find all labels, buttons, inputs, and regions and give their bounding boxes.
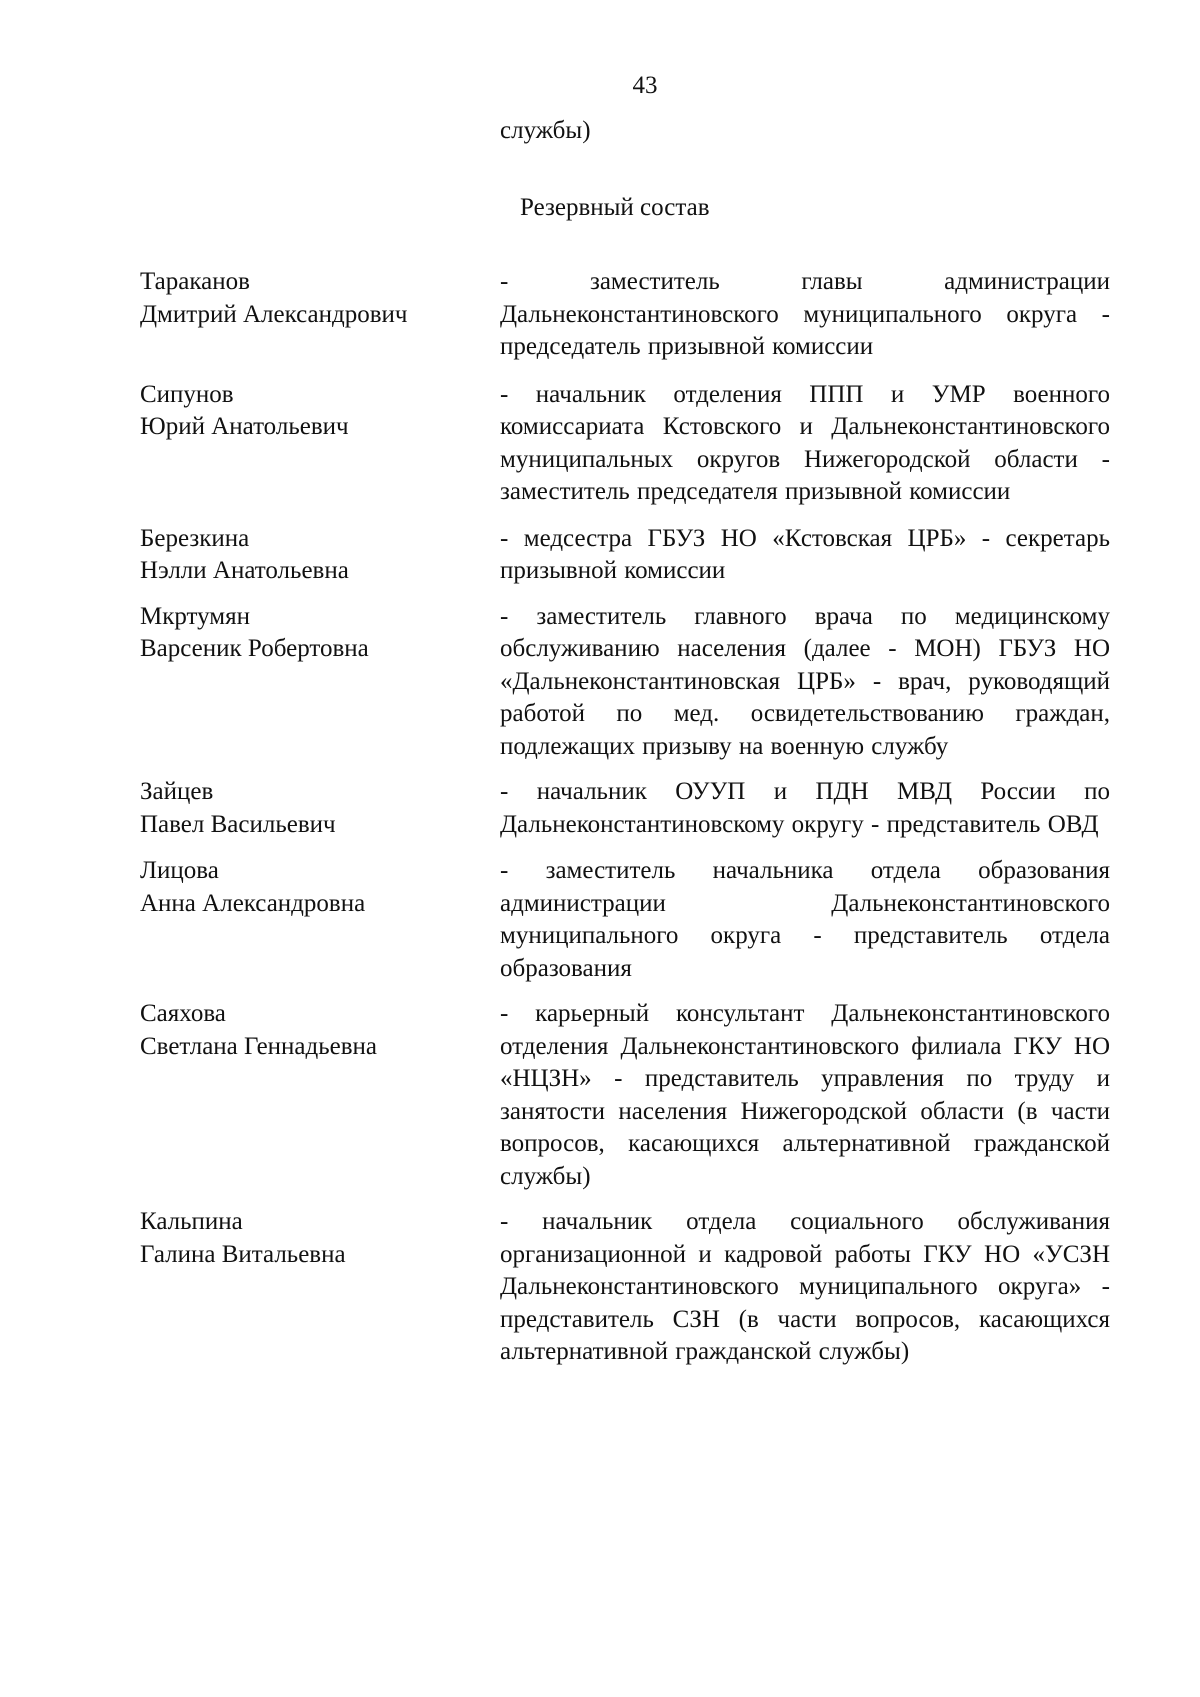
- member-name: [140, 523, 500, 588]
- member-entry: [140, 266, 1110, 364]
- member-name: [140, 1206, 500, 1369]
- member-role: - заместитель главы администрации Дальнеконстантиновского муниципального округа - председатель призывной комиссии: [500, 268, 1110, 360]
- section-title: Резервный состав: [520, 194, 710, 221]
- member-given-names: Павел Васильевич: [140, 810, 336, 838]
- member-given-names: Светлана Геннадьевна: [140, 1032, 378, 1060]
- member-name: [140, 855, 500, 985]
- member-surname: Мкртумян: [140, 602, 251, 630]
- member-surname: Саяхова: [140, 1000, 226, 1027]
- member-surname: Тараканов: [140, 268, 250, 295]
- member-given-names: Варсеник Робертовна: [140, 635, 369, 662]
- member-role: - начальник ОУУП и ПДН МВД России по Дальнеконстантиновскому округу - представитель ОВД: [500, 778, 1110, 838]
- member-name: [140, 601, 500, 764]
- member-entry: [140, 1206, 1110, 1369]
- member-name: [140, 776, 500, 841]
- member-surname: Лицова: [140, 857, 219, 884]
- member-name: [140, 998, 500, 1193]
- member-entry: [140, 776, 1110, 841]
- member-given-names: Галина Витальевна: [140, 1240, 346, 1268]
- member-given-names: Юрий Анатольевич: [140, 413, 349, 440]
- member-surname: Сипунов: [140, 380, 234, 408]
- member-role: - заместитель главного врача по медицинскому обслуживанию населения (далее - МОН) ГБУЗ НО «Дальнеконстантиновская ЦРБ» - врач, руководящий работой по мед. освидетельствованию граждан, подлежащих призыву на военную службу: [500, 602, 1110, 760]
- member-role: - начальник отделения ППП и УМР военного комиссариата Кстовского и Дальнеконстантиновского муниципальных округов Нижегородской области - заместитель председателя призывной комиссии: [500, 380, 1110, 505]
- member-role: - заместитель начальника отдела образования администрации Дальнеконстантиновского муниципального округа - представитель отдела образования: [500, 857, 1110, 982]
- member-entry: [140, 379, 1110, 509]
- member-role: - начальник отдела социального обслуживания организационной и кадровой работы ГКУ НО «УСЗН Дальнеконстантиновского муниципального округа» - представитель СЗН (в части вопросов, касающихся альтернативной гражданской службы): [500, 1208, 1110, 1365]
- member-name: [140, 379, 500, 509]
- member-surname: Березкина: [140, 524, 250, 552]
- member-surname: Зайцев: [140, 778, 214, 805]
- member-given-names: Анна Александровна: [140, 889, 366, 917]
- member-given-names: Дмитрий Александрович: [140, 300, 408, 328]
- member-entry: [140, 855, 1110, 985]
- member-role: - карьерный консультант Дальнеконстантиновского отделения Дальнеконстантиновского филиала ГКУ НО «НЦЗН» - представитель управления по труду и занятости населения Нижегородской области (в части вопросов, касающихся альтернативной гражданской службы): [500, 1000, 1110, 1190]
- member-entry: [140, 998, 1110, 1193]
- page-number: 43: [632, 72, 658, 99]
- member-name: [140, 266, 500, 364]
- member-given-names: Нэлли Анатольевна: [140, 557, 349, 584]
- member-surname: Кальпина: [140, 1208, 243, 1235]
- member-list: [140, 266, 1110, 1369]
- member-entry: [140, 523, 1110, 588]
- member-entry: [140, 601, 1110, 764]
- member-role: - медсестра ГБУЗ НО «Кстовская ЦРБ» - секретарь призывной комиссии: [500, 524, 1110, 584]
- continuation-text: службы): [500, 117, 591, 144]
